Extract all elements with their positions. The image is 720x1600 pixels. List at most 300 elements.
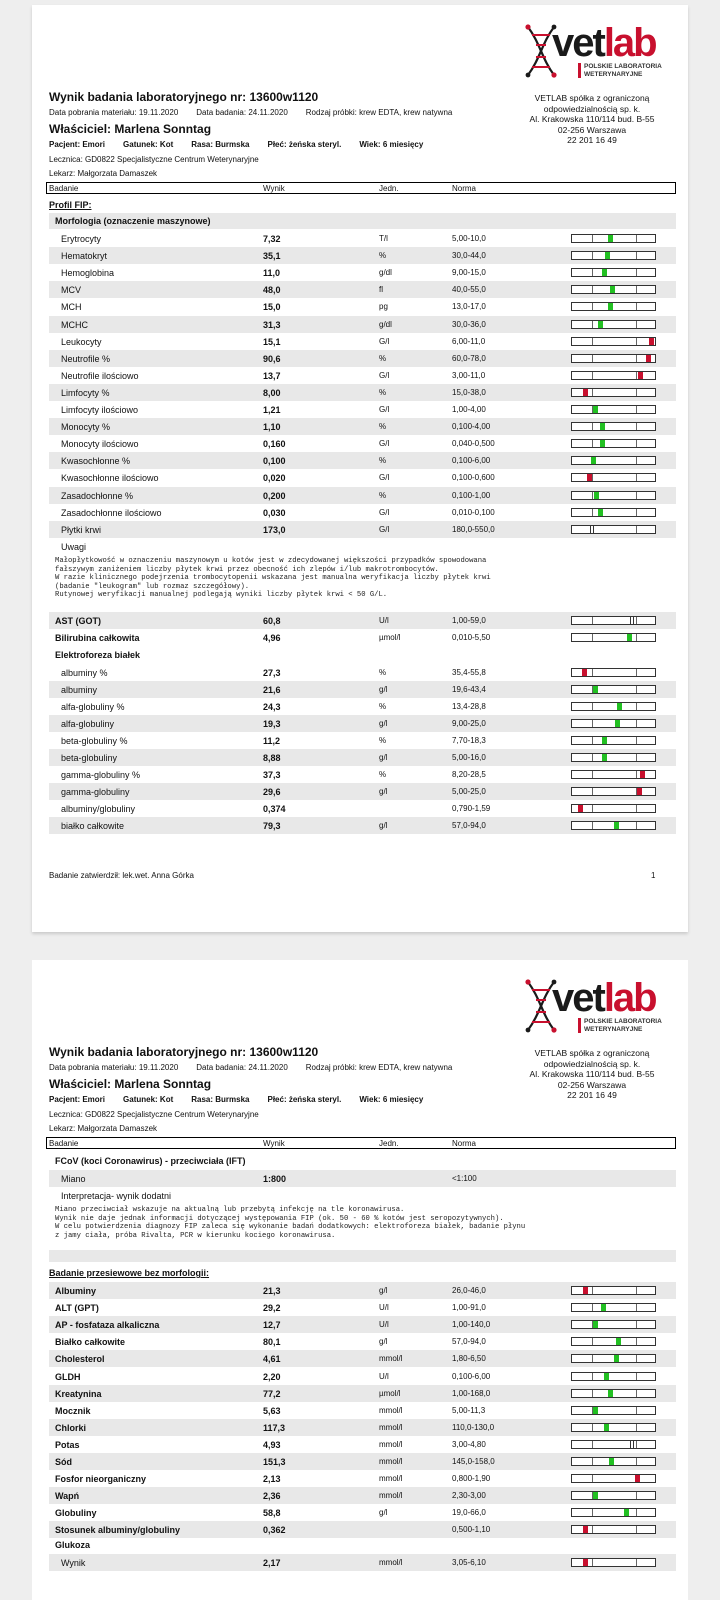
doctor: Lekarz: Małgorzata Damaszek <box>49 169 158 178</box>
report-title: Wynik badania laboratoryjnego nr: 13600w1120 <box>49 1045 319 1059</box>
row-value: 35,1 <box>263 251 281 262</box>
dates-line <box>49 108 470 117</box>
col-result: Wynik <box>263 184 285 193</box>
range-bar <box>571 337 656 346</box>
range-bar <box>571 1474 656 1483</box>
range-marker <box>602 737 607 744</box>
row-value: 80,1 <box>263 1337 281 1348</box>
report-title: Wynik badania laboratoryjnego nr: 13600w1120 <box>49 90 319 104</box>
company-info <box>502 1048 682 1101</box>
row-norm: 5,00-25,0 <box>452 787 486 796</box>
row-name: Wapń <box>55 1491 80 1502</box>
company-line: 02-256 Warszawa <box>557 124 627 135</box>
company-line: odpowiedzialnością sp. k. <box>543 1058 641 1069</box>
row-value: 151,3 <box>263 1457 286 1467</box>
row-value: 27,3 <box>263 668 281 678</box>
row-name: Bilirubina całkowita <box>55 633 140 643</box>
row-unit: µmol/l <box>379 633 401 642</box>
row-name: Kwasochłonne % <box>61 456 131 467</box>
row-norm: 1,80-6,50 <box>452 1354 486 1364</box>
col-test: Badanie <box>49 1139 79 1148</box>
row-name: Hemoglobina <box>61 268 115 279</box>
sample-type: Rodzaj próbki: krew EDTA, krew natywna <box>305 108 453 117</box>
range-marker <box>602 269 607 276</box>
col-unit: Jedn. <box>379 1139 399 1148</box>
table-row <box>49 281 676 298</box>
row-unit: mmol/l <box>379 1354 403 1364</box>
row-name: Monocyty ilościowo <box>61 439 139 450</box>
row-name: MCHC <box>61 319 88 330</box>
range-marker <box>582 669 587 676</box>
row-value: 29,6 <box>263 787 281 797</box>
row-norm: 5,00-16,0 <box>452 753 486 762</box>
test-date: Data badania: 24.11.2020 <box>196 108 288 117</box>
row-name: Wynik <box>61 1558 86 1568</box>
row-norm: 26,0-46,0 <box>452 1286 486 1295</box>
table-row <box>49 766 676 783</box>
range-bar <box>571 491 656 500</box>
range-bar <box>571 633 656 642</box>
range-marker <box>608 303 613 310</box>
table-row <box>49 316 676 333</box>
row-name: Miano <box>61 1174 86 1184</box>
range-bar <box>571 473 656 482</box>
row-unit: mmol/l <box>379 1474 403 1484</box>
row-norm: 110,0-130,0 <box>452 1422 495 1432</box>
logo-sub2: WETERYNARYJNE <box>584 70 643 78</box>
row-norm: 7,70-18,3 <box>452 736 486 745</box>
section-label: Glukoza <box>55 1540 91 1550</box>
clinic: Lecznica: GD0822 Specjalistyczne Centrum Weterynaryjne <box>49 1110 259 1119</box>
range-marker <box>614 1355 619 1362</box>
row-name: Potas <box>55 1439 80 1450</box>
row-norm: 1,00-91,0 <box>452 1303 486 1313</box>
row-value: 4,93 <box>263 1439 281 1450</box>
range-bar <box>571 320 656 329</box>
row-norm: 145,0-158,0 <box>452 1457 495 1466</box>
section-label: Morfologia (oznaczenie maszynowe) <box>55 216 211 226</box>
col-norm: Norma <box>452 184 477 193</box>
table-row <box>49 1554 676 1571</box>
table-row <box>49 1504 676 1521</box>
table-row <box>49 504 676 521</box>
report-page-2 <box>32 960 688 1600</box>
table-row <box>49 1487 676 1504</box>
row-value: 0,362 <box>263 1525 286 1536</box>
table-row <box>49 1316 676 1333</box>
range-bar <box>571 1525 656 1534</box>
row-name: Albuminy <box>55 1286 97 1296</box>
row-value: 11,0 <box>263 268 281 279</box>
range-marker <box>617 703 622 710</box>
range-bar <box>571 508 656 517</box>
range-bar <box>571 821 656 830</box>
range-marker <box>600 423 605 430</box>
range-marker <box>590 526 594 533</box>
row-name: Białko całkowite <box>55 1337 126 1348</box>
row-name: AP - fosfataza alkaliczna <box>55 1320 160 1331</box>
row-name: Kwasochłonne ilościowo <box>61 473 159 484</box>
row-value: 48,0 <box>263 285 281 296</box>
row-norm: 57,0-94,0 <box>452 821 486 830</box>
table-row <box>49 749 676 766</box>
vetlab-logo <box>522 974 662 1036</box>
col-result: Wynik <box>263 1139 285 1148</box>
row-norm: 0,800-1,90 <box>452 1474 491 1484</box>
row-unit: % <box>379 353 387 363</box>
range-bar <box>571 234 656 243</box>
row-norm: 2,30-3,00 <box>452 1491 486 1501</box>
row-name: Mocznik <box>55 1405 91 1416</box>
row-unit: U/l <box>379 616 389 625</box>
table-row <box>49 418 676 435</box>
row-name: Sód <box>55 1457 72 1467</box>
row-norm: 0,010-5,50 <box>452 633 491 642</box>
row-norm: 15,0-38,0 <box>452 387 486 397</box>
row-norm: 0,010-0,100 <box>452 507 495 517</box>
row-norm: 0,790-1,59 <box>452 804 491 813</box>
breed: Rasa: Burmska <box>191 140 250 149</box>
row-value: 0,374 <box>263 804 286 814</box>
row-norm: 9,00-15,0 <box>452 268 486 278</box>
row-unit: % <box>379 702 387 711</box>
range-bar <box>571 1354 656 1363</box>
table-row <box>49 1453 676 1470</box>
row-norm: 9,00-25,0 <box>452 719 486 728</box>
page-number: 1 <box>651 871 656 880</box>
row-unit: µmol/l <box>379 1388 401 1398</box>
range-marker <box>583 1526 588 1533</box>
row-norm: 5,00-10,0 <box>452 234 486 243</box>
range-bar <box>571 719 656 728</box>
range-bar <box>571 616 656 625</box>
row-value: 4,61 <box>263 1354 281 1365</box>
row-value: 0,100 <box>263 456 286 467</box>
range-bar <box>571 371 656 380</box>
section-label: Elektroforeza białek <box>55 650 141 660</box>
row-unit: U/l <box>379 1320 389 1330</box>
row-value: 0,020 <box>263 473 286 484</box>
row-unit: U/l <box>379 1371 389 1381</box>
range-bar <box>571 525 656 534</box>
range-marker <box>593 1407 598 1414</box>
row-norm: 13,4-28,8 <box>452 702 486 711</box>
range-bar <box>571 405 656 414</box>
age: Wiek: 6 miesięcy <box>359 1095 424 1104</box>
row-norm: 0,100-0,600 <box>452 473 495 483</box>
row-name: albuminy/globuliny <box>61 804 136 814</box>
range-marker <box>609 1458 614 1465</box>
row-unit: g/l <box>379 821 388 830</box>
logo-sub2: WETERYNARYJNE <box>584 1025 643 1033</box>
row-unit: g/l <box>379 1337 388 1347</box>
logo-sub1: POLSKIE LABORATORIA <box>584 1018 662 1025</box>
table-row <box>49 1402 676 1419</box>
range-bar <box>571 285 656 294</box>
row-norm: 1,00-140,0 <box>452 1320 491 1330</box>
gluc-title <box>49 1537 676 1553</box>
row-unit: pg <box>379 302 388 312</box>
row-norm: 35,4-55,8 <box>452 668 486 677</box>
sample-date: Data pobrania materiału: 19.11.2020 <box>49 1063 179 1072</box>
row-name: GLDH <box>55 1371 81 1382</box>
row-value: 8,88 <box>263 753 281 763</box>
range-marker <box>605 252 610 259</box>
fcov-title <box>49 1153 676 1169</box>
row-unit: mmol/l <box>379 1457 403 1466</box>
company-line: 02-256 Warszawa <box>557 1079 627 1090</box>
row-value: 5,63 <box>263 1405 281 1416</box>
row-norm: 8,20-28,5 <box>452 770 486 779</box>
range-bar <box>571 1303 656 1312</box>
row-value: 173,0 <box>263 524 286 535</box>
range-marker <box>578 805 583 812</box>
row-norm: 19,6-43,4 <box>452 685 486 694</box>
range-marker <box>624 1509 629 1516</box>
row-value: 0,200 <box>263 490 286 501</box>
range-bar <box>571 302 656 311</box>
row-name: albuminy % <box>61 668 108 678</box>
electro-title <box>49 647 676 663</box>
row-norm: <1:100 <box>452 1174 477 1183</box>
table-row <box>49 350 676 367</box>
range-marker <box>638 372 643 379</box>
range-marker <box>635 1475 640 1482</box>
owner: Właściciel: Marlena Sonntag <box>49 1077 212 1091</box>
range-marker <box>630 1441 634 1448</box>
row-unit: g/l <box>379 1286 388 1295</box>
range-bar <box>571 1286 656 1295</box>
range-bar <box>571 1440 656 1449</box>
range-bar <box>571 268 656 277</box>
row-unit: mmol/l <box>379 1558 403 1567</box>
row-name: Hematokryt <box>61 251 108 262</box>
company-line: 22 201 16 49 <box>567 135 617 145</box>
owner: Właściciel: Marlena Sonntag <box>49 122 212 136</box>
table-row <box>49 1521 676 1538</box>
row-name: Chlorki <box>55 1422 87 1433</box>
logo-vet: vet <box>552 21 604 65</box>
col-norm: Norma <box>452 1139 477 1148</box>
row-norm: 3,00-4,80 <box>452 1439 486 1449</box>
row-unit: % <box>379 251 387 261</box>
range-marker <box>615 720 620 727</box>
range-marker <box>600 440 605 447</box>
row-unit: G/l <box>379 405 390 414</box>
screen-title: Badanie przesiewowe bez morfologii: <box>49 1268 210 1278</box>
row-value: 79,3 <box>263 821 281 831</box>
range-marker <box>602 754 607 761</box>
logo-lab: lab <box>603 976 656 1020</box>
row-value: 2,13 <box>263 1474 281 1485</box>
row-value: 7,32 <box>263 234 281 244</box>
range-marker <box>598 321 603 328</box>
range-marker <box>593 686 598 693</box>
row-value: 13,7 <box>263 370 281 381</box>
table-row <box>49 1350 676 1367</box>
row-name: białko całkowite <box>61 821 125 831</box>
range-marker <box>598 509 603 516</box>
range-bar <box>571 1457 656 1466</box>
row-value: 29,2 <box>263 1303 281 1314</box>
row-name: gamma-globuliny % <box>61 770 141 780</box>
row-unit: G/l <box>379 439 390 449</box>
company-line: odpowiedzialnością sp. k. <box>543 103 641 114</box>
col-unit: Jedn. <box>379 184 399 193</box>
range-bar <box>571 787 656 796</box>
row-name: alfa-globuliny % <box>61 702 125 712</box>
table-row <box>49 783 676 800</box>
dates-line <box>49 1063 470 1072</box>
range-marker <box>608 1390 613 1397</box>
row-name: alfa-globuliny <box>61 719 115 729</box>
row-unit: G/l <box>379 507 390 517</box>
table-row <box>49 1368 676 1385</box>
row-name: Globuliny <box>55 1508 97 1519</box>
range-bar <box>571 251 656 260</box>
range-bar <box>571 422 656 431</box>
row-norm: 0,100-6,00 <box>452 1371 491 1381</box>
range-marker <box>604 1424 609 1431</box>
range-marker <box>583 1559 588 1566</box>
logo-vet: vet <box>552 976 604 1020</box>
range-bar <box>571 668 656 677</box>
range-marker <box>637 788 642 795</box>
notes-text: Małopłytkowość w oznaczeniu maszynowym u kotów jest w zdecydowanej większości przypadków spowodowana fałszywym zaniżeniem liczby płytek krwi przez obecność ich zlepów i/lub makrotrombocytów. W razie klinicznego podejrzenia trombocytopenii wskazana jest manualna weryfikacja liczby płytek krwi (badanie "leukogram" lub rozmaz szczegółowy). Rutynowej weryfikacji manualnej podlegają wyniki liczby płytek krwi < 50 G/L. <box>55 557 491 599</box>
row-value: 37,3 <box>263 770 281 780</box>
table-row <box>49 435 676 452</box>
row-name: Kreatynina <box>55 1388 102 1399</box>
row-norm: 3,05-6,10 <box>452 1558 486 1567</box>
row-norm: 40,0-55,0 <box>452 285 486 295</box>
row-norm: 5,00-11,3 <box>452 1405 486 1415</box>
row-name: Płytki krwi <box>61 524 101 535</box>
row-value: 21,3 <box>263 1286 281 1296</box>
logo-sub1: POLSKIE LABORATORIA <box>584 63 662 70</box>
row-name: MCV <box>61 285 81 296</box>
row-name: Zasadochłonne ilościowo <box>61 507 162 518</box>
row-unit: mmol/l <box>379 1491 403 1501</box>
patient: Pacjent: Emori <box>49 140 106 149</box>
range-marker <box>593 406 598 413</box>
patient: Pacjent: Emori <box>49 1095 106 1104</box>
row-value: 0,030 <box>263 507 286 518</box>
range-marker <box>610 286 615 293</box>
row-name: MCH <box>61 302 82 313</box>
range-marker <box>583 389 588 396</box>
row-name: AST (GOT) <box>55 616 101 626</box>
table-row <box>49 1282 676 1299</box>
row-norm: 0,040-0,500 <box>452 439 495 449</box>
row-unit: mmol/l <box>379 1422 403 1432</box>
row-unit: % <box>379 422 387 432</box>
range-bar <box>571 354 656 363</box>
table-row <box>49 732 676 749</box>
row-norm: 0,100-6,00 <box>452 456 491 466</box>
table-row <box>49 401 676 418</box>
range-bar <box>571 1558 656 1567</box>
table-row <box>49 367 676 384</box>
test-date: Data badania: 24.11.2020 <box>196 1063 288 1072</box>
profile-title: Profil FIP: <box>49 200 92 210</box>
table-row <box>49 1385 676 1402</box>
range-marker <box>604 1373 609 1380</box>
row-unit: % <box>379 668 387 677</box>
row-unit: % <box>379 387 387 397</box>
row-value: 77,2 <box>263 1388 281 1399</box>
range-bar <box>571 456 656 465</box>
row-unit: G/l <box>379 473 390 483</box>
row-name: albuminy <box>61 685 98 695</box>
species: Gatunek: Kot <box>123 1095 174 1104</box>
species: Gatunek: Kot <box>123 140 174 149</box>
row-name: Erytrocyty <box>61 234 102 244</box>
range-bar <box>571 736 656 745</box>
table-header <box>46 1137 676 1149</box>
row-norm: 1,00-4,00 <box>452 405 486 414</box>
table-row <box>49 264 676 281</box>
row-unit: mmol/l <box>379 1405 403 1415</box>
row-value: 21,6 <box>263 685 281 695</box>
row-unit: G/l <box>379 524 390 534</box>
row-unit: mmol/l <box>379 1439 403 1449</box>
row-name: Cholesterol <box>55 1354 105 1365</box>
table-row <box>49 629 676 646</box>
range-marker <box>646 355 651 362</box>
range-bar <box>571 770 656 779</box>
table-row <box>49 452 676 469</box>
col-test: Badanie <box>49 184 79 193</box>
row-unit: g/l <box>379 787 388 796</box>
row-unit: g/l <box>379 685 388 694</box>
morph-title <box>49 213 676 229</box>
range-marker <box>601 1304 606 1311</box>
breed: Rasa: Burmska <box>191 1095 250 1104</box>
table-row <box>49 800 676 817</box>
row-value: 2,36 <box>263 1491 281 1502</box>
row-unit: g/l <box>379 753 388 762</box>
row-value: 117,3 <box>263 1422 286 1433</box>
range-marker <box>640 771 645 778</box>
range-bar <box>571 1372 656 1381</box>
table-row <box>49 715 676 732</box>
company-line: 22 201 16 49 <box>567 1090 617 1100</box>
sample-type: Rodzaj próbki: krew EDTA, krew natywna <box>305 1063 453 1072</box>
range-marker <box>593 1492 598 1499</box>
row-name: Monocyty % <box>61 422 111 433</box>
row-value: 15,1 <box>263 336 281 347</box>
table-row <box>49 298 676 315</box>
interp-title: Interpretacja- wynik dodatni <box>61 1191 172 1201</box>
row-value: 19,3 <box>263 719 281 729</box>
range-bar <box>571 1337 656 1346</box>
spacer-band <box>49 1250 676 1262</box>
range-bar <box>571 702 656 711</box>
table-header <box>46 182 676 194</box>
range-marker <box>583 1287 588 1294</box>
table-row <box>49 1333 676 1350</box>
row-name: beta-globuliny <box>61 753 118 763</box>
row-norm: 1,00-59,0 <box>452 616 486 625</box>
row-name: beta-globuliny % <box>61 736 128 746</box>
row-value: 15,0 <box>263 302 281 313</box>
table-row <box>49 384 676 401</box>
range-bar <box>571 1406 656 1415</box>
row-unit: g/dl <box>379 319 392 329</box>
row-norm: 0,100-4,00 <box>452 422 491 432</box>
range-marker <box>616 1338 621 1345</box>
row-norm: 0,500-1,10 <box>452 1525 491 1535</box>
